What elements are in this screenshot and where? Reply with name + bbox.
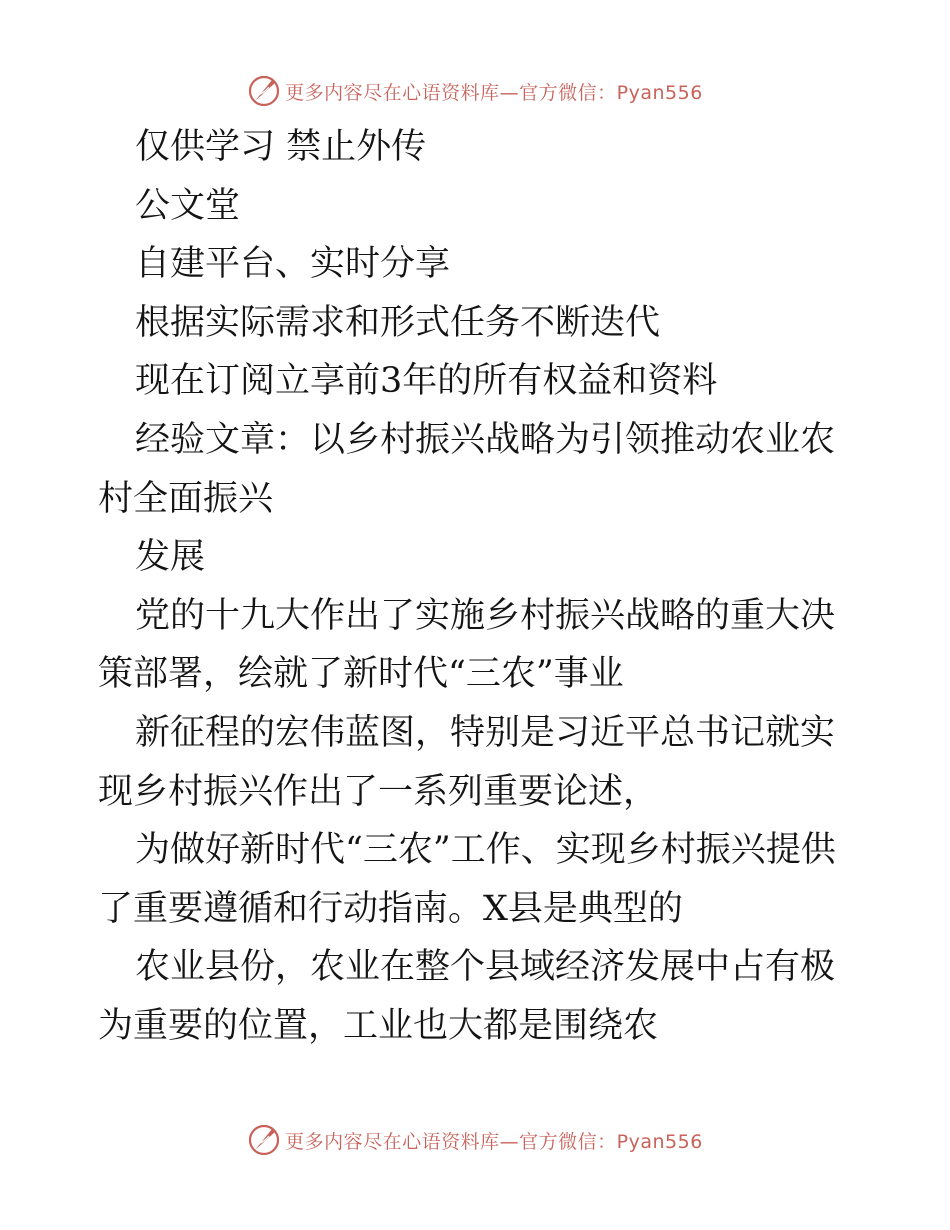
- paragraph: 为做好新时代“三农”工作、实现乡村振兴提供了重要遵循和行动指南。X县是典型的: [98, 830, 836, 929]
- paragraph: 公文堂: [135, 185, 241, 226]
- paragraph: 新征程的宏伟蓝图，特别是习近平总书记就实现乡村振兴作出了一系列重要论述，: [98, 712, 836, 812]
- paragraph: 党的十九大作出了实施乡村振兴战略的重大决策部署，绘就了新时代“三农”事业: [98, 595, 836, 695]
- document-body: [98, 118, 858, 1056]
- footer-watermark: [0, 1120, 950, 1160]
- footer-watermark-text: 更多内容尽在心语资料库—官方微信：Pyan556: [285, 1130, 703, 1153]
- paragraph: 现在订阅立享前3年的所有权益和资料: [135, 361, 718, 402]
- paragraph: 经验文章：以乡村振兴战略为引领推动农业农村全面振兴: [98, 419, 836, 519]
- paragraph: 自建平台、实时分享: [135, 244, 451, 285]
- quill-logo-icon: [247, 1123, 281, 1157]
- header-watermark: [0, 71, 950, 111]
- header-watermark-text: 更多内容尽在心语资料库—官方微信：Pyan556: [285, 81, 703, 104]
- paragraph: 根据实际需求和形式任务不断迭代: [135, 302, 661, 343]
- paragraph: 仅供学习 禁止外传: [135, 127, 427, 167]
- paragraph: 农业县份，农业在整个县域经济发展中占有极为重要的位置，工业也大都是围绕农: [98, 947, 836, 1046]
- quill-logo-icon: [247, 74, 281, 108]
- paragraph: 发展: [135, 537, 206, 578]
